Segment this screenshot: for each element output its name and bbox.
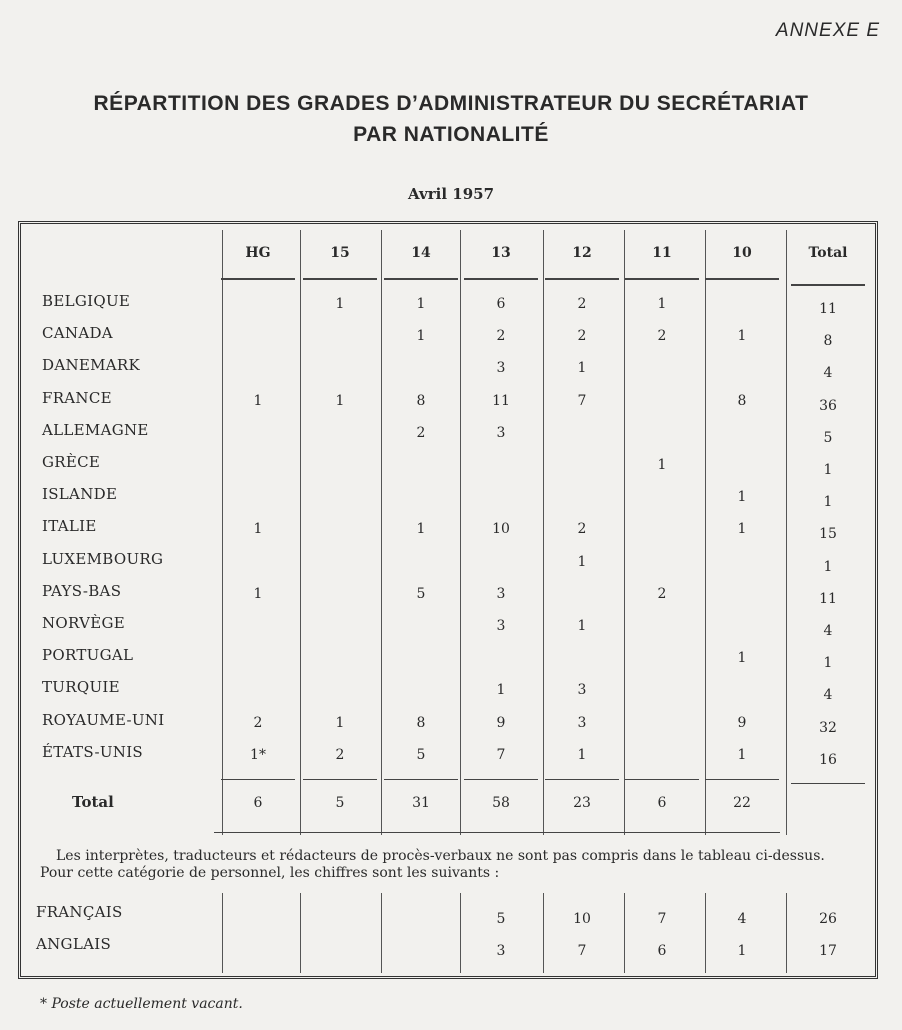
language-label: ANGLAIS <box>36 935 112 953</box>
column-rule-lower <box>543 893 544 973</box>
header-underline <box>705 278 779 280</box>
total-cell: 31 <box>412 795 430 811</box>
table-cell: 9 <box>496 714 506 731</box>
column-rule-lower <box>705 893 706 973</box>
table-cell: 3 <box>496 360 506 377</box>
table-cell: 11 <box>819 590 837 607</box>
column-rule <box>300 230 301 835</box>
column-header: 12 <box>572 245 592 261</box>
table-cell: 1 <box>823 558 833 575</box>
page-title <box>0 88 902 150</box>
column-header: 14 <box>411 245 431 261</box>
table-cell: 1 <box>577 553 587 570</box>
total-rule <box>545 779 619 780</box>
table-cell: 1 <box>335 392 345 409</box>
language-cell: 17 <box>819 943 837 959</box>
language-cell: 4 <box>737 911 747 927</box>
total-rule <box>464 779 538 780</box>
table-cell: 1 <box>253 392 263 409</box>
total-rule <box>384 779 458 780</box>
table-cell: 8 <box>823 333 833 350</box>
country-label: CANADA <box>42 324 113 343</box>
column-header: 15 <box>330 245 350 261</box>
language-cell: 1 <box>737 943 747 959</box>
table-cell: 2 <box>253 714 263 731</box>
table-cell: 1 <box>253 521 263 538</box>
table-cell: 36 <box>819 397 837 414</box>
column-rule <box>624 230 625 835</box>
language-cell: 5 <box>496 911 506 927</box>
totals-bottom-rule <box>214 832 780 833</box>
header-underline <box>791 284 865 286</box>
table-cell: 6 <box>496 296 506 312</box>
language-cell: 7 <box>577 943 587 959</box>
table-cell: 1 <box>823 462 833 478</box>
total-cell: 5 <box>335 795 345 811</box>
country-label: PORTUGAL <box>42 646 134 665</box>
total-cell: 22 <box>733 795 751 811</box>
table-cell: 1 <box>737 328 747 345</box>
table-cell: 3 <box>577 714 587 731</box>
table-cell: 1 <box>737 489 747 506</box>
header-underline <box>464 278 538 280</box>
table-cell: 1 <box>577 618 587 634</box>
column-rule <box>381 230 382 835</box>
table-cell: 11 <box>492 392 510 409</box>
country-label: LUXEMBOURG <box>42 549 164 568</box>
table-cell: 1 <box>737 650 747 667</box>
header-underline <box>545 278 619 280</box>
country-label: BELGIQUE <box>42 292 131 310</box>
table-cell: 1 <box>416 521 426 538</box>
table-cell: 8 <box>416 714 426 731</box>
country-label: FRANCE <box>42 388 112 407</box>
table-cell: 5 <box>416 746 426 763</box>
table-cell: 1 <box>335 714 345 731</box>
table-cell: 15 <box>819 526 837 543</box>
column-header: 11 <box>652 245 672 261</box>
country-label: ALLEMAGNE <box>42 420 149 439</box>
table-cell: 3 <box>496 585 506 602</box>
table-cell: 2 <box>416 424 426 441</box>
total-rule <box>791 783 865 784</box>
table-cell: 16 <box>819 751 837 768</box>
table-cell: 2 <box>577 296 587 312</box>
table-cell: 2 <box>657 585 667 602</box>
table-cell: 8 <box>416 392 426 409</box>
table-cell: 3 <box>496 618 506 634</box>
note-line-2: Pour cette catégorie de personnel, les chiffres sont les suivants : <box>40 865 500 881</box>
language-cell: 3 <box>496 943 506 959</box>
total-cell: 58 <box>492 795 510 811</box>
total-cell: 23 <box>573 795 591 811</box>
column-rule <box>460 230 461 835</box>
title-line-2: PAR NATIONALITÉ <box>353 123 549 146</box>
note-paragraph <box>40 848 870 882</box>
language-cell: 7 <box>657 911 667 927</box>
total-cell: 6 <box>657 795 667 811</box>
total-cell: 6 <box>253 795 263 811</box>
column-header: HG <box>245 245 271 261</box>
table-cell: 2 <box>496 328 506 345</box>
total-rule <box>705 779 779 780</box>
header-underline <box>221 278 295 280</box>
country-label: TURQUIE <box>42 678 120 697</box>
table-cell: 9 <box>737 714 747 731</box>
column-rule-lower <box>624 893 625 973</box>
table-cell: 2 <box>577 521 587 538</box>
language-cell: 26 <box>819 911 837 927</box>
country-label: ÉTATS-UNIS <box>42 742 144 761</box>
table-cell: 1 <box>657 296 667 312</box>
table-cell: 1 <box>577 360 587 377</box>
table-cell: 1 <box>737 746 747 763</box>
table-cell: 7 <box>496 746 506 763</box>
column-rule-lower <box>786 893 787 973</box>
table-cell: 32 <box>819 719 837 736</box>
table-cell: 2 <box>335 746 345 763</box>
table-cell: 3 <box>577 682 587 699</box>
column-rule-lower <box>460 893 461 973</box>
table-cell: 4 <box>823 365 833 382</box>
table-cell: 1 <box>416 296 426 312</box>
table-cell: 3 <box>496 424 506 441</box>
header-underline <box>625 278 699 280</box>
total-row-label: Total <box>72 793 114 811</box>
header-underline <box>384 278 458 280</box>
country-label: ITALIE <box>42 517 97 536</box>
header-underline <box>303 278 377 280</box>
table-cell: 1 <box>823 494 833 511</box>
note-line-1: Les interprètes, traducteurs et rédacteurs de procès-verbaux ne sont pas compris dans le tableau ci-dessus. <box>56 848 825 864</box>
table-cell: 1* <box>250 746 266 763</box>
table-cell: 2 <box>657 328 667 345</box>
table-cell: 1 <box>253 585 263 602</box>
country-label: GRÈCE <box>42 453 101 471</box>
table-cell: 10 <box>492 521 510 538</box>
country-label: NORVÈGE <box>42 614 125 632</box>
table-cell: 1 <box>416 328 426 345</box>
table-cell: 4 <box>823 623 833 639</box>
column-header: 10 <box>732 245 752 261</box>
table-cell: 1 <box>737 521 747 538</box>
total-rule <box>303 779 377 780</box>
column-rule <box>786 230 787 835</box>
table-cell: 8 <box>737 392 747 409</box>
column-header: Total <box>808 245 848 261</box>
total-rule <box>221 779 295 780</box>
column-rule-lower <box>381 893 382 973</box>
country-label: ISLANDE <box>42 485 118 504</box>
column-header: 13 <box>491 245 511 261</box>
table-cell: 1 <box>496 682 506 699</box>
language-cell: 6 <box>657 943 667 959</box>
table-cell: 4 <box>823 687 833 704</box>
language-label: FRANÇAIS <box>36 903 123 921</box>
column-rule-lower <box>222 893 223 973</box>
column-rule <box>705 230 706 835</box>
table-cell: 1 <box>335 296 345 312</box>
column-rule <box>222 230 223 835</box>
column-rule <box>543 230 544 835</box>
title-line-1: RÉPARTITION DES GRADES D’ADMINISTRATEUR DU SECRÉTARIAT <box>93 92 809 115</box>
column-rule-lower <box>300 893 301 973</box>
table-cell: 11 <box>819 301 837 317</box>
table-cell: 5 <box>416 585 426 602</box>
total-rule <box>625 779 699 780</box>
footnote: * Poste actuellement vacant. <box>40 996 243 1012</box>
country-label: PAYS-BAS <box>42 581 122 600</box>
table-cell: 1 <box>657 457 667 473</box>
annex-label: ANNEXE E <box>775 20 880 41</box>
table-cell: 7 <box>577 392 587 409</box>
table-cell: 1 <box>577 746 587 763</box>
language-cell: 10 <box>573 911 591 927</box>
country-label: DANEMARK <box>42 356 141 375</box>
table-date: Avril 1957 <box>407 185 494 203</box>
table-cell: 2 <box>577 328 587 345</box>
table-cell: 1 <box>823 655 833 672</box>
table-cell: 5 <box>823 429 833 446</box>
country-label: ROYAUME-UNI <box>42 710 165 729</box>
